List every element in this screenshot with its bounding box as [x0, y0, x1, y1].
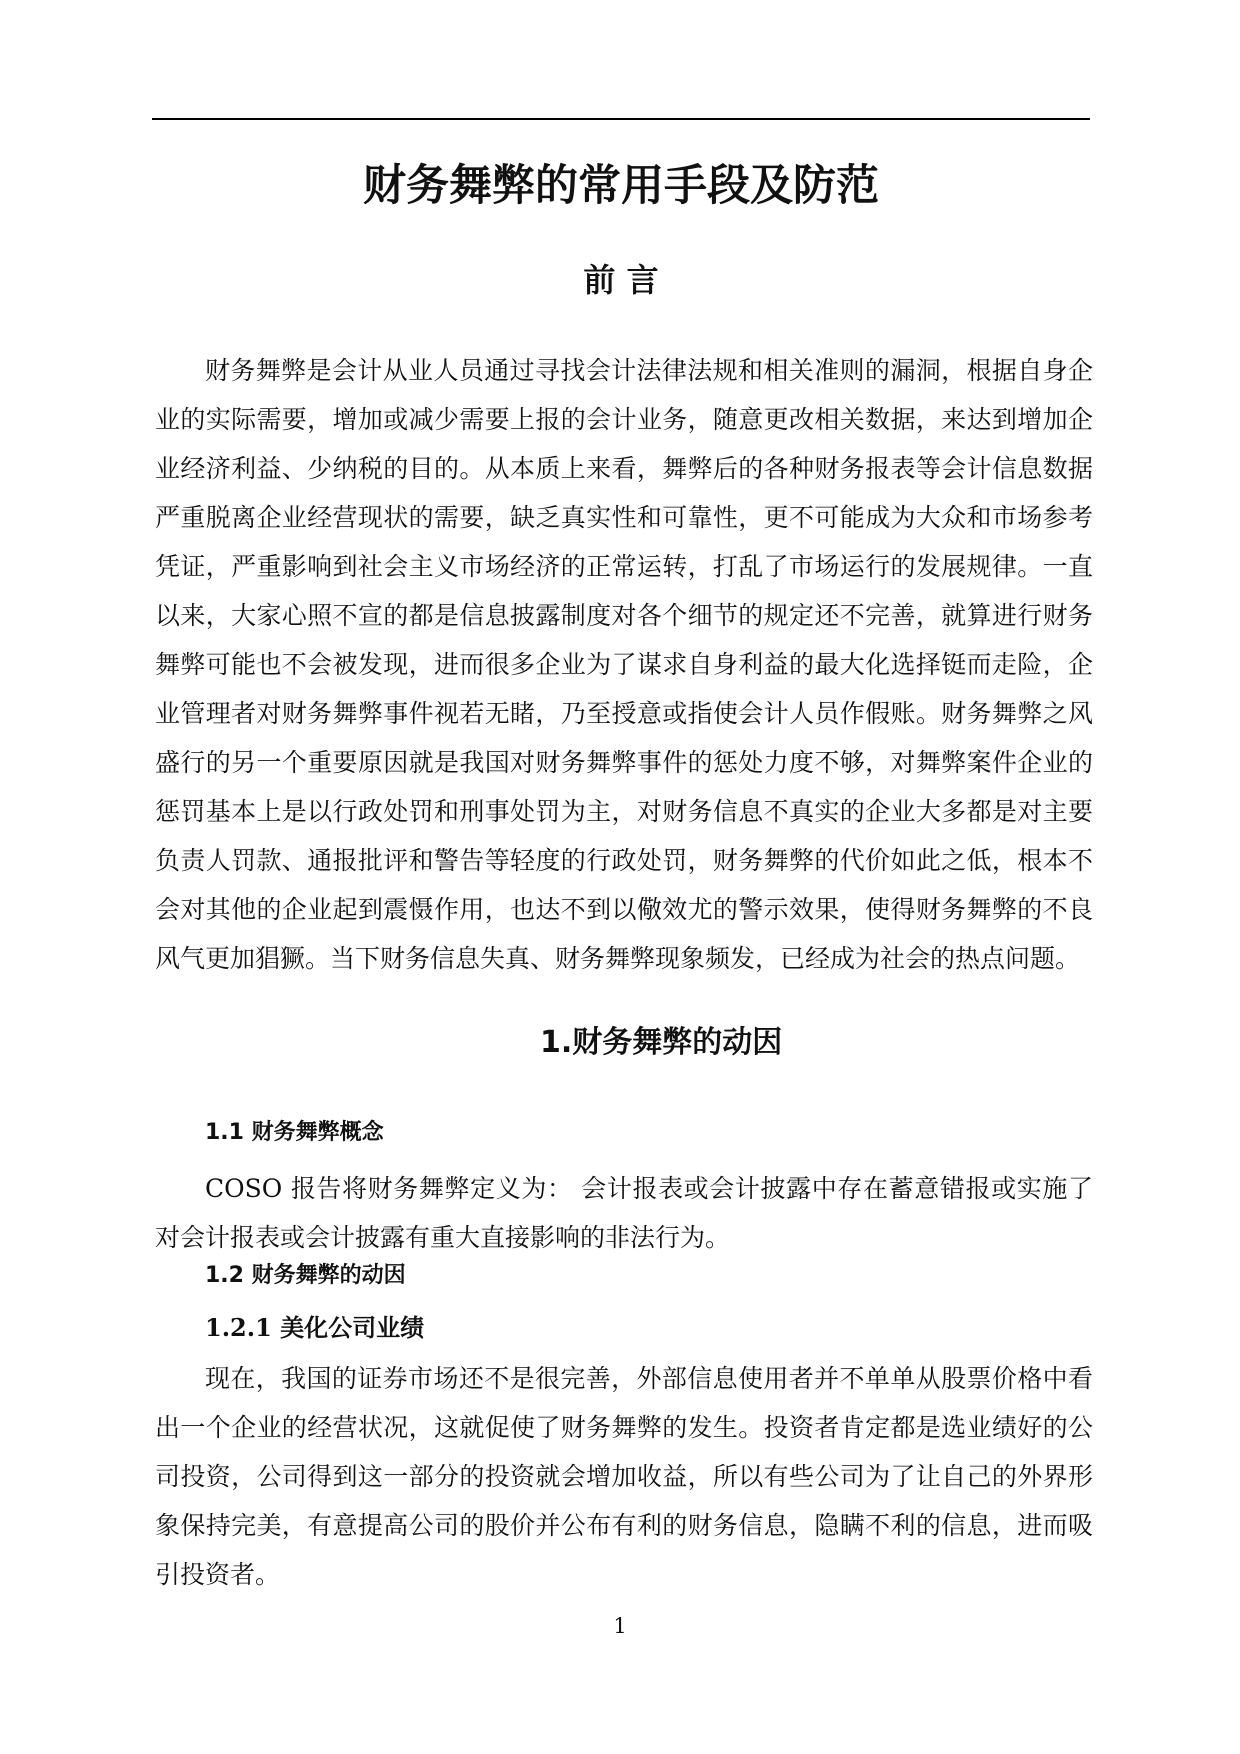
subsection-heading-1-2: 1.2 财务舞弊的动因	[205, 1263, 406, 1288]
document-title: 财务舞弊的常用手段及防范	[363, 161, 879, 211]
subsection-1-2-1-paragraph: 现在，我国的证券市场还不是很完善，外部信息使用者并不单单从股票价格中看出一个企业的经营状况，这就促使了财务舞弊的发生。投资者肯定都是选业绩好的公司投资，公司得到这一部分的投资就会增加收益，所以有些公司为了让自己的外界形象保持完美，有意提高公司的股价并公布有利的财务信息，隐瞒不利的信息，进而吸引投资者。	[155, 1364, 1093, 1589]
preface-heading: 前 言	[583, 261, 659, 299]
subsection-heading-1-1: 1.1 财务舞弊概念	[205, 1120, 384, 1145]
header-rule	[152, 118, 1090, 120]
page-number: 1	[613, 1614, 627, 1638]
section-heading-1: 1.财务舞弊的动因	[540, 1025, 783, 1060]
subsection-heading-1-2-1: 1.2.1 美化公司业绩	[205, 1313, 425, 1342]
preface-paragraph: 财务舞弊是会计从业人员通过寻找会计法律法规和相关准则的漏洞，根据自身企业的实际需要，增加或减少需要上报的会计业务，随意更改相关数据，来达到增加企业经济利益、少纳税的目的。从本质上来看，舞弊后的各种财务报表等会计信息数据严重脱离企业经营现状的需要，缺乏真实性和可靠性，更不可能成为大众和市场参考凭证，严重影响到社会主义市场经济的正常运转，打乱了市场运行的发展规律。一直以来，大家心照不宣的都是信息披露制度对各个细节的规定还不完善，就算进行财务舞弊可能也不会被发现，进而很多企业为了谋求自身利益的最大化选择铤而走险，企业管理者对财务舞弊事件视若无睹，乃至授意或指使会计人员作假账。财务舞弊之风盛行的另一个重要原因就是我国对财务舞弊事件的惩处力度不够，对舞弊案件企业的惩罚基本上是以行政处罚和刑事处罚为主，对财务信息不真实的企业大多都是对主要负责人罚款、通报批评和警告等轻度的行政处罚，财务舞弊的代价如此之低，根本不会对其他的企业起到震慑作用，也达不到以儆效尤的警示效果，使得财务舞弊的不良风气更加猖獗。当下财务信息失真、财务舞弊现象频发，已经成为社会的热点问题。	[155, 356, 1093, 973]
subsection-1-1-paragraph: COSO 报告将财务舞弊定义为： 会计报表或会计披露中存在蓄意错报或实施了对会计报表或会计披露有重大直接影响的非法行为。	[155, 1174, 1093, 1252]
